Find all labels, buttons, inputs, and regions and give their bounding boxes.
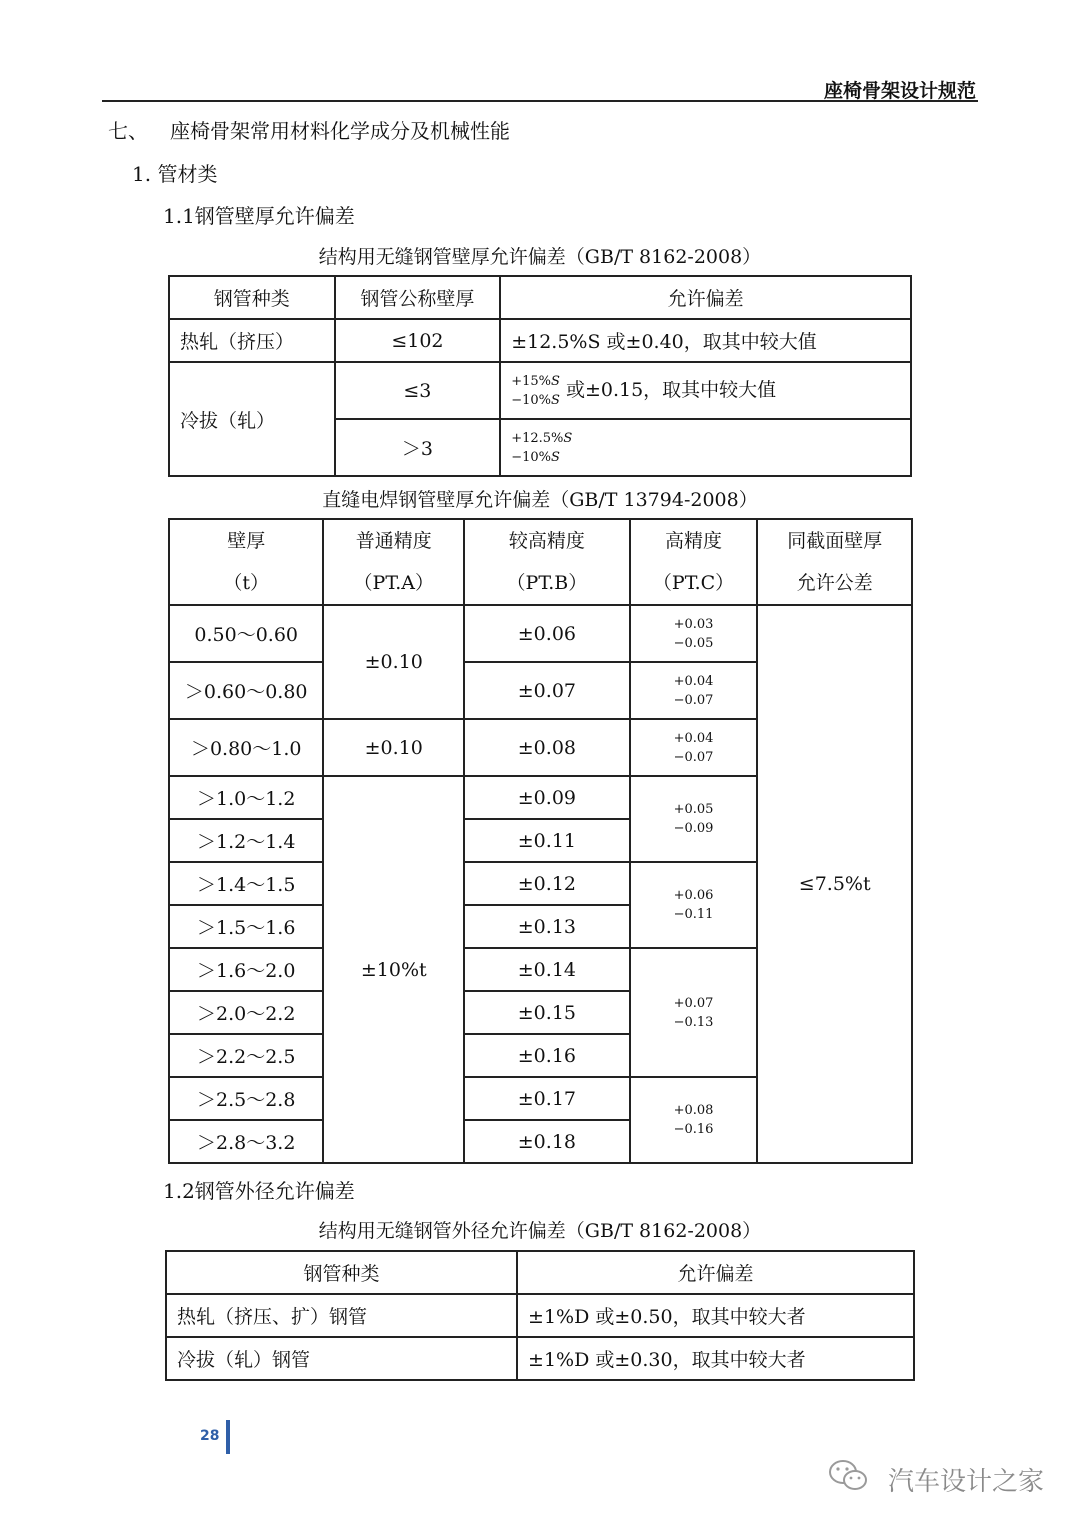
page-number: 28 (200, 1428, 220, 1444)
table1-cell: 热轧（挤压） (169, 319, 335, 362)
table2-cell: ≤7.5%t (757, 605, 912, 1163)
table2-caption: 直缝电焊钢管壁厚允许偏差（GB/T 13794-2008） (322, 489, 758, 511)
table3 (165, 1250, 915, 1381)
table2-cell: ＞2.5～2.8 (169, 1077, 323, 1120)
table2-cell: ±0.06 (464, 605, 630, 662)
table2-cell: ＞1.6～2.0 (169, 948, 323, 991)
table2-cell: ±0.10 (323, 605, 464, 719)
stacked-tolerance: +15%S −10%S (511, 373, 560, 408)
table2-cell: ＞2.2～2.5 (169, 1034, 323, 1077)
header-rule (102, 100, 978, 102)
table3-caption: 结构用无缝钢管外径允许偏差（GB/T 8162-2008） (318, 1220, 762, 1242)
table2 (168, 518, 913, 1164)
table3-cell: ±1%D 或±0.50，取其中较大者 (517, 1294, 914, 1337)
table2-tol-cell: +0.04 −0.07 (630, 719, 758, 776)
table2-cell: ＞1.0～1.2 (169, 776, 323, 819)
table1-caption: 结构用无缝钢管壁厚允许偏差（GB/T 8162-2008） (318, 246, 762, 268)
table2-cell: ±0.11 (464, 819, 630, 862)
table2-cell: ±0.16 (464, 1034, 630, 1077)
table1-cell: ≤3 (335, 362, 501, 419)
table2-tol-cell: +0.05 −0.09 (630, 776, 758, 862)
table1-cell: ≤102 (335, 319, 501, 362)
table1-header: 允许偏差 (500, 276, 911, 319)
table1-header: 钢管种类 (169, 276, 335, 319)
table3-cell: ±1%D 或±0.30，取其中较大者 (517, 1337, 914, 1380)
table2-cell: ＞2.8～3.2 (169, 1120, 323, 1163)
table3-cell: 热轧（挤压、扩）钢管 (166, 1294, 517, 1337)
subsection-pipes: 1. 管材类 (132, 162, 218, 186)
table2-cell: ＞1.4～1.5 (169, 862, 323, 905)
section-title: 座椅骨架常用材料化学成分及机械性能 (170, 119, 510, 143)
table1 (168, 275, 912, 477)
table1-cell: ±12.5%S 或±0.40，取其中较大值 (500, 319, 911, 362)
table2-cell: ±0.18 (464, 1120, 630, 1163)
stacked-tolerance: +12.5%S −10%S (511, 430, 573, 465)
table2-header: 普通精度 （PT.A） (323, 519, 464, 605)
table2-cell: ±0.13 (464, 905, 630, 948)
table2-cell: 0.50～0.60 (169, 605, 323, 662)
table1-cell: ＞3 (335, 419, 501, 476)
table2-tol-cell: +0.07 −0.13 (630, 948, 758, 1077)
table3-cell: 冷拔（轧）钢管 (166, 1337, 517, 1380)
table1-header: 钢管公称壁厚 (335, 276, 501, 319)
table3-header: 钢管种类 (166, 1251, 517, 1294)
table2-tol-cell: +0.06 −0.11 (630, 862, 758, 948)
table2-header: 较高精度 （PT.B） (464, 519, 630, 605)
table2-cell: ±0.08 (464, 719, 630, 776)
table1-tol-cell (500, 419, 911, 476)
table2-cell: ±0.07 (464, 662, 630, 719)
heading-wall-thickness: 1.1钢管壁厚允许偏差 (163, 204, 355, 228)
table2-cell: ±0.15 (464, 991, 630, 1034)
table2-cell: ＞1.2～1.4 (169, 819, 323, 862)
table2-cell: ±0.09 (464, 776, 630, 819)
table2-cell: ＞0.80～1.0 (169, 719, 323, 776)
running-header: 座椅骨架设计规范 (823, 80, 976, 102)
table2-cell: ±0.10 (323, 719, 464, 776)
table2-cell: ＞0.60～0.80 (169, 662, 323, 719)
watermark-text: 汽车设计之家 (887, 1467, 1044, 1497)
table2-cell: ＞1.5～1.6 (169, 905, 323, 948)
heading-outer-diameter: 1.2钢管外径允许偏差 (163, 1179, 355, 1203)
table2-cell: ±10%t (323, 776, 464, 1163)
table1-tol-cell: +15%S −10%S 或±0.15，取其中较大值 (500, 362, 911, 419)
section-number: 七、 (108, 119, 148, 143)
table2-cell: ±0.17 (464, 1077, 630, 1120)
table2-cell: ±0.12 (464, 862, 630, 905)
page-number-bar (226, 1420, 230, 1454)
table2-cell: ±0.14 (464, 948, 630, 991)
table2-header: 同截面壁厚 允许公差 (757, 519, 912, 605)
table2-header: 高精度 （PT.C） (630, 519, 758, 605)
table2-header: 壁厚 （t） (169, 519, 323, 605)
table1-cell: 冷拔（轧） (169, 362, 335, 476)
table2-tol-cell: +0.04 −0.07 (630, 662, 758, 719)
wechat-icon (828, 1458, 868, 1494)
table2-tol-cell: +0.03 −0.05 (630, 605, 758, 662)
table2-tol-cell: +0.08 −0.16 (630, 1077, 758, 1163)
table3-header: 允许偏差 (517, 1251, 914, 1294)
table2-cell: ＞2.0～2.2 (169, 991, 323, 1034)
